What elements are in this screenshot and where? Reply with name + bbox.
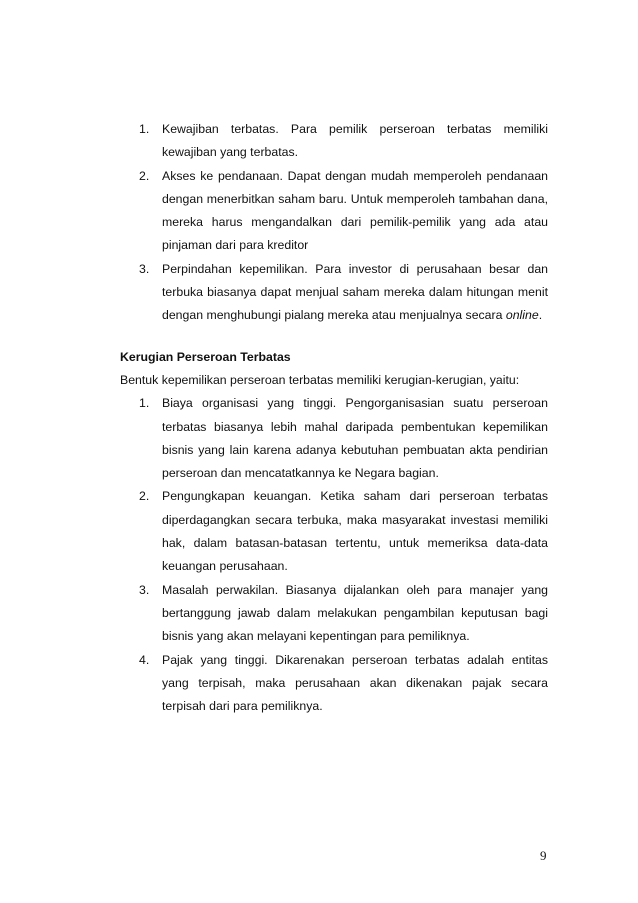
list-item (120, 485, 548, 578)
list-item-text: Akses ke pendanaan. Dapat dengan mudah memperoleh pendanaan dengan menerbitkan saham baru. Untuk memperoleh tambahan dana, mereka harus mengandalkan dari pemilik-pemilik yang ada atau pinjaman dari para kreditor (162, 168, 548, 253)
list-item-number: 3. (139, 261, 150, 276)
list-item-text: Kewajiban terbatas. Para pemilik perseroan terbatas memiliki kewajiban yang terbatas. (162, 122, 548, 160)
list-item-number: 3. (139, 582, 150, 597)
list-item-text (162, 262, 548, 323)
list-item-number: 1. (139, 396, 150, 411)
list-item-text-end: . (538, 308, 543, 323)
list-item-number: 4. (139, 652, 150, 667)
advantages-list (120, 118, 548, 328)
list-item (120, 579, 548, 649)
list-item (120, 649, 548, 719)
list-item-text-italic: online (505, 308, 539, 323)
page-number: 9 (540, 848, 547, 863)
list-item (120, 165, 548, 258)
list-item-text: Masalah perwakilan. Biasanya dijalankan oleh para manajer yang bertanggung jawab dalam melakukan pengambilan keputusan bagi bisnis yang akan melayani kepentingan para pemiliknya. (162, 582, 548, 644)
disadvantages-list (120, 392, 548, 718)
section-intro: Bentuk kepemilikan perseroan terbatas memiliki kerugian-kerugian, yaitu: (120, 372, 520, 387)
list-item-number: 2. (139, 168, 150, 183)
list-item (120, 392, 548, 485)
list-item-text: Pengungkapan keuangan. Ketika saham dari perseroan terbatas diperdagangkan secara terbuka, maka masyarakat investasi memiliki hak, dalam batasan-batasan tertentu, untuk memeriksa data-data keuangan perusahaan. (162, 489, 548, 574)
list-item-text-main: Perpindahan kepemilikan. Para investor di perusahaan besar dan terbuka biasanya dapat menjual saham mereka dalam hitungan menit dengan menghubungi pialang mereka atau menjualnya secara (162, 261, 548, 323)
list-item-number: 1. (139, 122, 150, 136)
list-item-text: Biaya organisasi yang tinggi. Pengorganisasian suatu perseroan terbatas biasanya lebih mahal daripada pembentukan kepemilikan bisnis yang lain karena adanya kebutuhan pembuatan akta pendirian perseroan dan mencatatkannya ke Negara bagian. (162, 396, 548, 481)
section-heading: Kerugian Perseroan Terbatas (120, 349, 291, 364)
list-item-number: 2. (139, 489, 150, 504)
page-content (120, 118, 548, 718)
list-item (120, 118, 548, 165)
list-item (120, 258, 548, 328)
list-item-text: Pajak yang tinggi. Dikarenakan perseroan terbatas adalah entitas yang terpisah, maka perusahaan akan dikenakan pajak secara terpisah dari para pemiliknya. (162, 652, 548, 714)
